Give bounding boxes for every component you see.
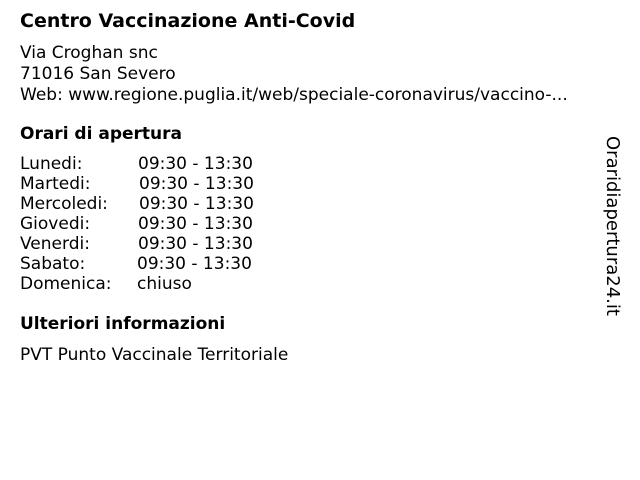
hours-row-friday [20,234,320,254]
day-label: Mercoledi: [20,194,108,214]
day-label: Martedi: [20,174,91,194]
more-info-text: PVT Punto Vaccinale Territoriale [20,345,289,365]
hours-row-thursday [20,214,320,234]
opening-hours-heading: Orari di apertura [20,124,182,144]
time-value: 09:30 - 13:30 [138,234,253,254]
day-label: Venerdi: [20,234,90,254]
time-value: 09:30 - 13:30 [139,194,254,214]
hours-row-monday [20,154,320,174]
hours-row-sunday [20,274,320,294]
address-city: 71016 San Severo [20,64,176,84]
time-value: 09:30 - 13:30 [138,214,253,234]
website-link[interactable]: Web: www.regione.puglia.it/web/speciale-coronavirus/vaccino-... [20,85,568,105]
more-info-heading: Ulteriori informazioni [20,314,226,334]
hours-row-tuesday [20,174,320,194]
time-value: 09:30 - 13:30 [137,254,252,274]
day-label: Giovedi: [20,214,91,234]
time-value: 09:30 - 13:30 [139,174,254,194]
hours-row-saturday [20,254,320,274]
page-title: Centro Vaccinazione Anti-Covid [20,10,356,32]
address-street: Via Croghan snc [20,43,158,63]
day-label: Lunedi: [20,154,83,174]
day-label: Domenica: [20,274,112,294]
day-label: Sabato: [20,254,86,274]
site-brand-watermark: Oraridiapertura24.it [602,136,623,316]
hours-row-wednesday [20,194,320,214]
time-value: chiuso [137,274,192,294]
opening-hours-list [20,154,320,294]
time-value: 09:30 - 13:30 [138,154,253,174]
